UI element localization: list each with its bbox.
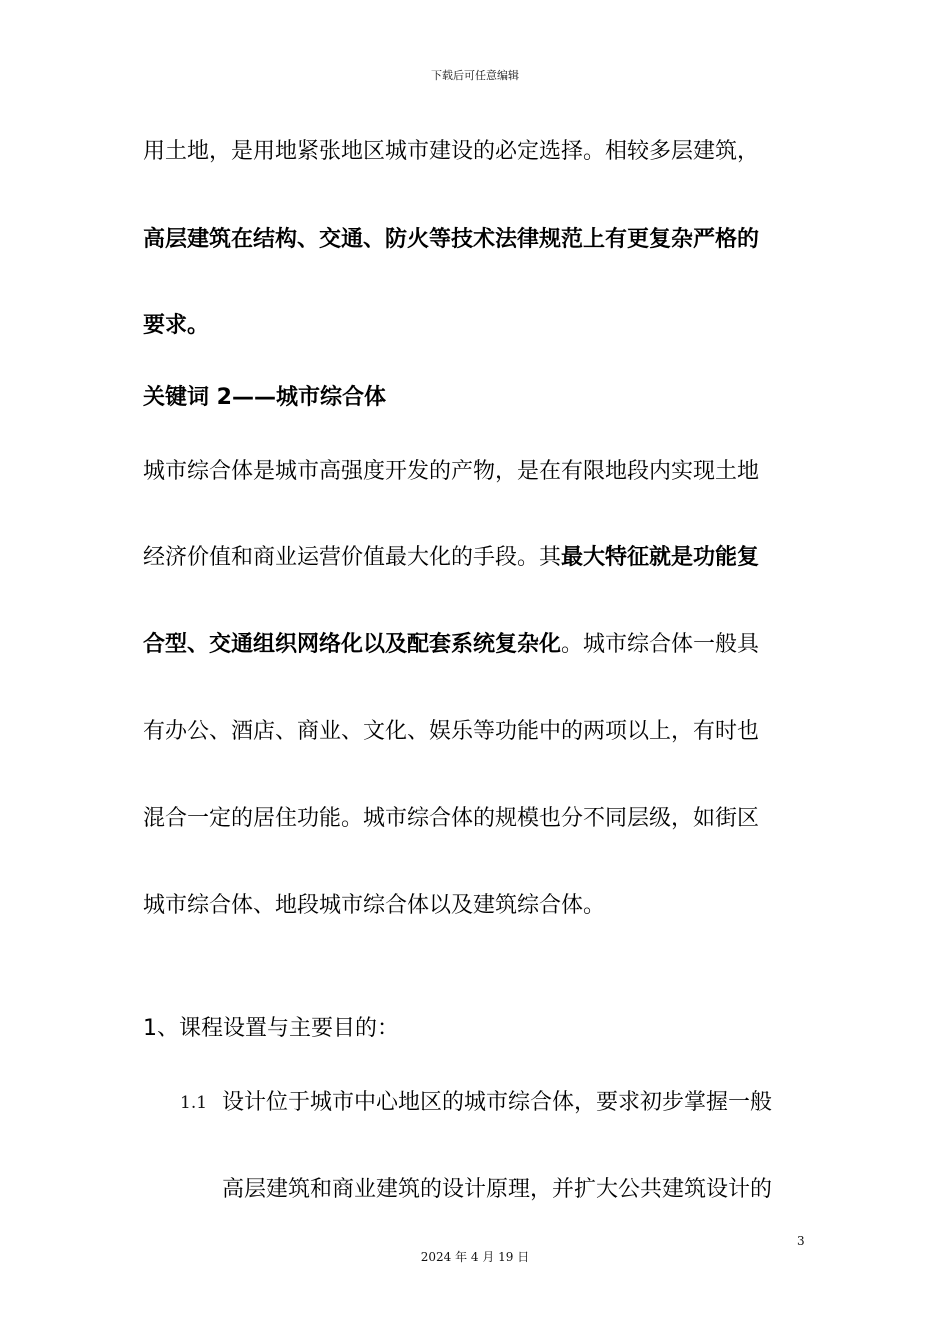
- bold-text-run: 合型、交通组织网络化以及配套系统复杂化: [143, 632, 562, 657]
- text-run: 经济价值和商业运营价值最大化的手段。其: [143, 545, 562, 570]
- keyword-heading: 关键词 2——城市综合体: [143, 385, 386, 410]
- bold-text-run: 最大特征就是功能复: [561, 545, 760, 570]
- page-header: 下载后可任意编辑: [431, 69, 519, 82]
- page-footer-date: 2024 年 4 月 19 日: [420, 1250, 530, 1264]
- page-number: 3: [797, 1234, 805, 1248]
- paragraph-line: 用土地，是用地紧张地区城市建设的必定选择。相较多层建筑，: [143, 139, 760, 164]
- text-run: 。城市综合体一般具: [561, 632, 760, 657]
- section-heading: 1、课程设置与主要目的：: [143, 1016, 399, 1041]
- paragraph-line: 要求。: [143, 313, 210, 338]
- paragraph-line: [143, 543, 813, 573]
- paragraph-line: 有办公、酒店、商业、文化、娱乐等功能中的两项以上，有时也: [143, 719, 760, 744]
- list-item-line: 高层建筑和商业建筑的设计原理，并扩大公共建筑设计的: [222, 1177, 773, 1202]
- paragraph-line: 城市综合体、地段城市综合体以及建筑综合体。: [143, 893, 606, 918]
- paragraph-line: 高层建筑在结构、交通、防火等技术法律规范上有更复杂严格的: [143, 227, 760, 252]
- paragraph-line: [143, 630, 813, 660]
- list-item-line: 设计位于城市中心地区的城市综合体，要求初步掌握一般: [222, 1090, 773, 1115]
- list-item-number: 1.1: [180, 1093, 208, 1113]
- paragraph-line: 城市综合体是城市高强度开发的产物，是在有限地段内实现土地: [143, 459, 760, 484]
- paragraph-line: 混合一定的居住功能。城市综合体的规模也分不同层级，如街区: [143, 806, 760, 831]
